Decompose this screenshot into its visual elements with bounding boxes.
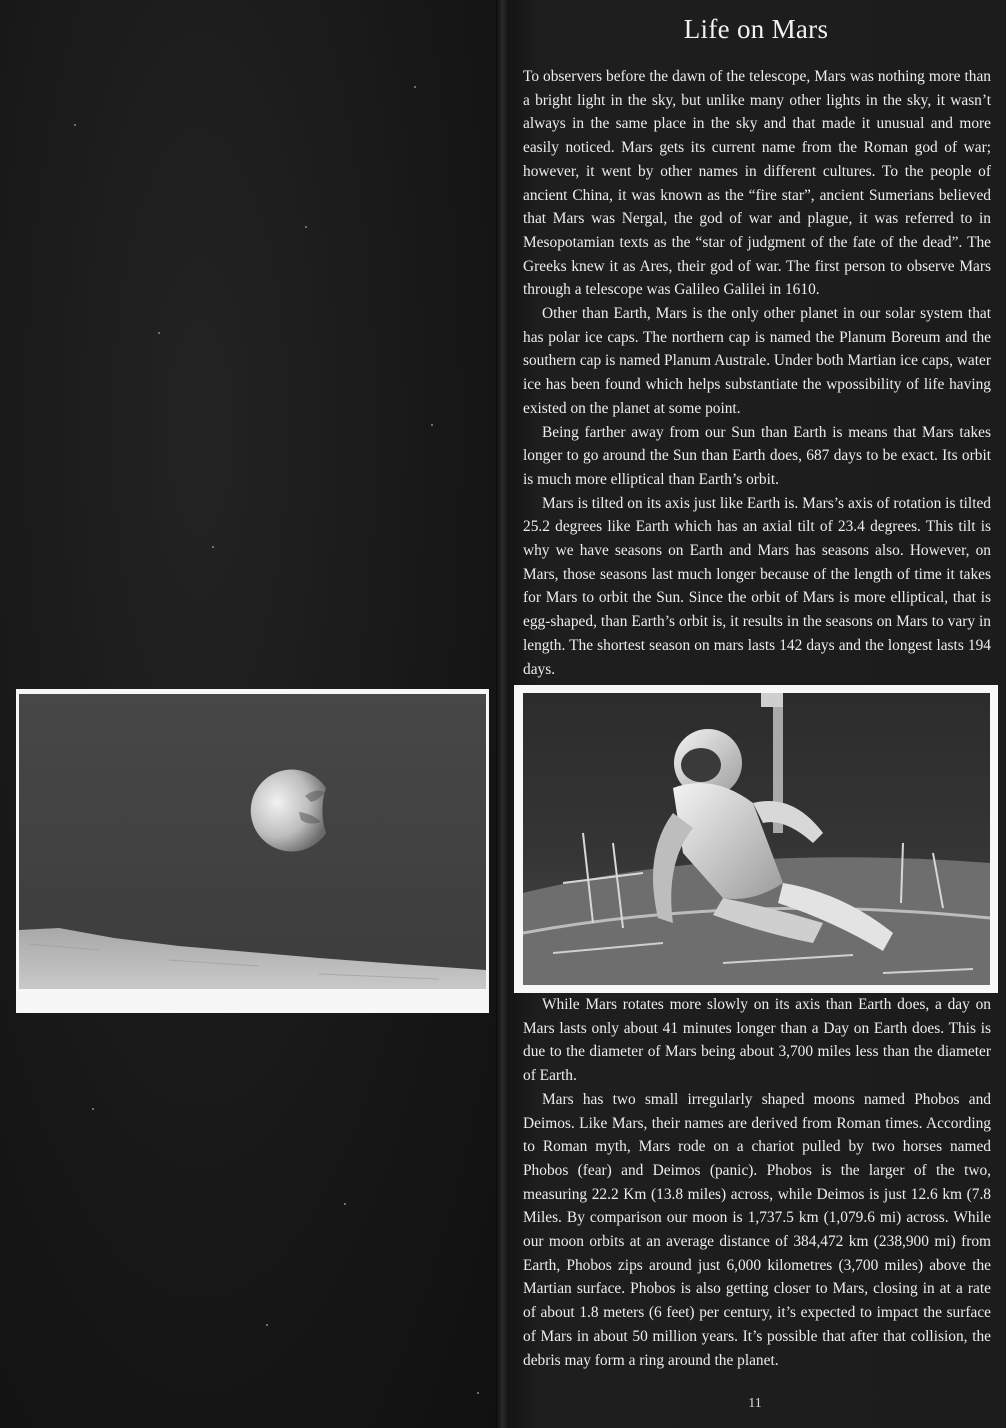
paragraph: While Mars rotates more slowly on its axis than Earth does, a day on Mars lasts only about 41 minutes longer than a Day on Earth does. This is due to the diameter of Mars being about 3,700 miles less than the diameter of Earth. (523, 996, 991, 1085)
earthrise-photo (19, 694, 486, 989)
star-dot (477, 1392, 479, 1394)
earthrise-photo-frame (16, 689, 489, 1013)
astronaut-photo (523, 693, 990, 985)
star-dot (344, 1203, 346, 1205)
star-dot (212, 546, 214, 548)
lunar-horizon (19, 928, 486, 989)
paragraph: Being farther away from our Sun than Earth is means that Mars takes longer to go around the Sun than Earth does, 687 days to be exact. Its orbit is much more elliptical than Earth’s orbit. (523, 423, 991, 488)
star-dot (266, 1324, 268, 1326)
star-dot (305, 226, 307, 228)
paragraph: To observers before the dawn of the telescope, Mars was nothing more than a bright light in the sky, but unlike many other lights in the sky, it wasn’t always in the same place in the sky and that made it unusual and more easily noticed. Mars gets its current name from the Roman god of war; however, it went by other names in different cultures. To the people of ancient China, it was known as the “fire star”, ancient Sumerians believed that Mars was Nergal, the god of war and plague, it was referred to in Mesopotamian texts as the “star of judgment of the fate of the dead”. The Greeks knew it as Ares, their god of war. The first person to observe Mars through a telescope was Galileo Galilei in 1610. (523, 68, 991, 299)
page-number: 11 (748, 1396, 762, 1411)
star-dot (74, 124, 76, 126)
star-dot (431, 424, 433, 426)
earth-crescent (251, 770, 326, 852)
star-dot (414, 86, 416, 88)
paragraph: Mars has two small irregularly shaped moons named Phobos and Deimos. Like Mars, their names are derived from Roman times. According to Roman myth, Mars rode on a chariot pulled by two horses named Phobos (fear) and Deimos (panic). Phobos is the larger of the two, measuring 22.2 Km (13.8 miles) across, while Deimos is just 12.6 km (7.8 Miles. By comparison our moon is 1,737.5 km (1,079.6 mi) across. While our moon orbits at an average distance of 384,472 km (238,900 mi) from Earth, Phobos zips around just 6,000 kilometres (3,700 miles) above the Martian surface. Phobos is also getting closer to Mars, closing in at a rate of about 1.8 meters (6 feet) per century, it’s expected to impact the surface of Mars in about 50 million years. It’s possible that after that collision, the debris may form a ring around the planet. (523, 1090, 991, 1369)
article-body-bottom (523, 993, 991, 1372)
star-dot (158, 332, 160, 334)
earthrise-illustration (19, 694, 486, 989)
astronaut-illustration (523, 693, 990, 985)
paragraph: Other than Earth, Mars is the only other planet in our solar system that has polar ice caps. The northern cap is named the Planum Boreum and the southern cap is named Planum Australe. Under both Martian ice caps, water ice has been found which helps substantiate the wpossibility of life having existed on the planet at some point. (523, 305, 991, 417)
page-title: Life on Mars (683, 14, 829, 44)
article-body-top (523, 65, 991, 681)
star-dot (92, 1108, 94, 1110)
paragraph: Mars is tilted on its axis just like Earth is. Mars’s axis of rotation is tilted 25.2 degrees like Earth which has an axial tilt of 23.4 degrees. This tilt is why we have seasons on Earth and Mars has seasons also. However, on Mars, those seasons last much longer because of the length of time it takes for Mars to orbit the Sun. Since the orbit of Mars is more elliptical, that is egg-shaped, than Earth’s orbit is, it results in the seasons on Mars to vary in length. The shortest season on mars lasts 142 days and the longest lasts 194 days. (523, 494, 991, 678)
astronaut-photo-frame (514, 685, 998, 993)
